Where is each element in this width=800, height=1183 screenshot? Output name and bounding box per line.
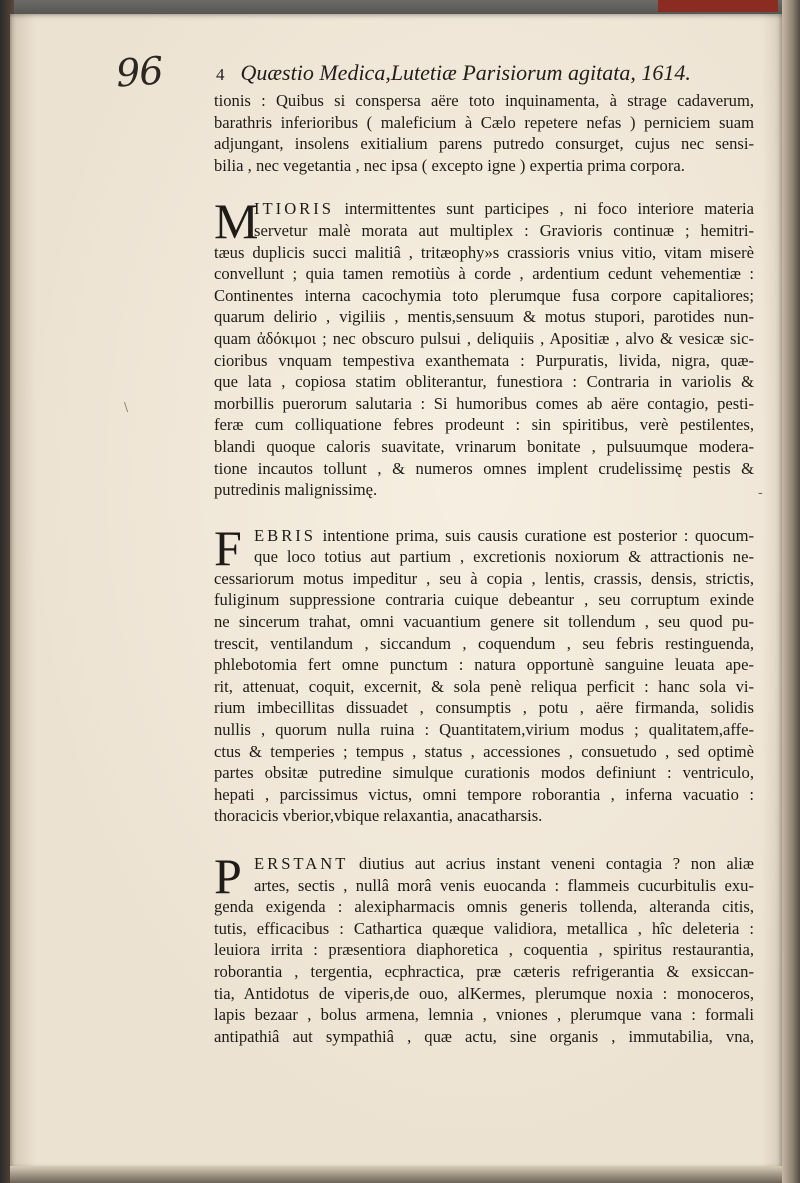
text-line: artes, sectis , nullâ morâ venis euocanda : flammeis cucurbitulis exu- (254, 875, 754, 895)
text-line: blandi quoque caloris suavitate, vrinarum bonitate , pulsuumque modera- (214, 436, 754, 456)
text-line: tutis, efficacibus : Cathartica quæque validiora, metallica , hîc deleteria : (214, 918, 754, 938)
text-line-rest: diutius aut acrius instant veneni contagia ? non aliæ (348, 854, 754, 873)
text-line: quarum delirio , vigiliis , mentis,sensuum & motus stupori, parotides nun- (214, 307, 754, 327)
running-head (216, 60, 756, 86)
text-line: feræ cum colliquatione febres prodeunt : sin spiritibus, verè pestilentes, (214, 415, 754, 435)
text-line: phlebotomia fert omne punctum : natura opportunè sanguine leuata ape- (214, 655, 754, 675)
drop-cap-initial: F (214, 519, 242, 576)
page-fore-edge (782, 0, 800, 1183)
text-line: nullis , quorum nulla ruina : Quantitatem,virium modus ; qualitatem,affe- (214, 720, 754, 740)
text-line: partes obsitæ putredine simulque curationis modos definiunt : ventriculo, (214, 763, 754, 783)
binding-strip (658, 0, 778, 12)
text-line-rest: intentione prima, suis causis curatione est posterior : quocum- (316, 525, 754, 545)
text-line: adjungant, insolens exitialium parens putredo consurget, cujus nec sensi- (214, 134, 754, 154)
handwritten-page-number: 96 (114, 48, 164, 96)
printed-folio: 4 (216, 65, 225, 84)
text-line: fuliginum suppressione contraria cuique debeantur , seu corruptum exinde (214, 590, 754, 610)
text-line: putredinis malignissimę. (214, 480, 378, 500)
text-line (214, 198, 754, 220)
lead-word: EBRIS (254, 525, 317, 545)
paragraph-febris (214, 519, 754, 827)
text-line: cessariorum motus impeditur , seu à copia , lentis, crassis, densis, strictis, (214, 568, 754, 588)
lead-word: ITIORIS (254, 199, 334, 219)
body-text (214, 90, 754, 1047)
paragraph-mitioris (214, 193, 754, 500)
text-line: Continentes interna cacochymia toto plerumque fusa corpore capitaliores; (214, 285, 754, 305)
text-line-rest: intermittentes sunt participes , ni foco interiore materia (334, 199, 754, 219)
text-line: morbillis puerorum salutaria : Si humoribus comes ab aëre contagio, pesti- (214, 393, 754, 413)
text-line: tionis : Quibus si conspersa aëre toto inquinamenta, à strage cadaverum, (214, 91, 754, 110)
running-head-title: Quæstio Medica,Lutetiæ Parisiorum agitata, 1614. (240, 60, 691, 85)
text-line: thoracicis vberior,vbique relaxantia, anacatharsis. (214, 806, 543, 826)
text-line: antipathiâ aut sympathiâ , quæ actu, sine organis , immutabilia, vna, (214, 1026, 754, 1046)
text-line: ne sincerum trahat, omni vacuantium genere sit tollendum , seu quod pu- (214, 612, 754, 632)
text-line: hepati , parcissimus victus, omni tempore roborantia , inferna vacuatio : (214, 784, 754, 804)
text-line: trescit, ventilandum , siccandum , coquendum , seu febris restinguenda, (214, 633, 754, 653)
text-line (214, 525, 754, 547)
lead-word: ERSTANT (254, 854, 349, 873)
text-line: cioribus vnquam tempestiva exanthemata : Purpuratis, livida, nigra, quæ- (214, 350, 754, 370)
text-line: tia, Antidotus de viperis,de ouo, alKermes, plerumque noxia : monoceros, (214, 983, 754, 1003)
text-line (214, 853, 754, 875)
text-line: tione incautos tollunt , & numeros omnes implent crudelissimę pestis & (214, 458, 754, 478)
text-line: roborantia , tergentia, ecphractica, præ cæteris refrigerantia & exsiccan- (214, 961, 754, 981)
margin-mark-right: - (758, 485, 763, 501)
text-line: bilia , nec vegetantia , nec ipsa ( excepto igne ) expertia prima corpora. (214, 155, 685, 175)
text-line: convellunt ; quia tamen remotiùs à corde , ardentium cedunt vehementiæ : (214, 264, 754, 284)
page-bottom-edge (10, 1166, 782, 1183)
text-line: que loco totius aut partium , excretionis noxiorum & attractionis ne- (254, 547, 754, 567)
text-line: ctus & temperies ; tempus , status , accessiones , consuetudo , sed optimè (214, 741, 754, 761)
text-line: tæus duplicis succi malitiâ , tritæophy»s crassioris vnius vitio, vitam miserè (214, 242, 754, 262)
text-line: leuiora irrita : præsentiora diaphoretica , coquentia , spiritus restaurantia, (214, 940, 754, 960)
drop-cap-initial: P (214, 848, 242, 904)
text-line: genda exigenda : alexipharmacis omnis generis tollenda, alteranda citis, (214, 897, 754, 917)
text-line: lapis bezaar , bolus armena, lemnia , vniones , plerumque vana : formali (214, 1005, 754, 1025)
text-line: quam ἀδόκιμοι ; nec obscuro pulsui , deliquiis , Apositiæ , alvo & vesicæ sic- (214, 328, 754, 348)
drop-cap-initial: M (214, 193, 259, 250)
text-line: que lata , copiosa statim obliterantur, funestiora : Contraria in variolis & (214, 372, 754, 392)
margin-mark-left: \ (124, 400, 129, 414)
text-line: servetur malè morata aut multiplex : Gravioris continuæ ; hemitri- (254, 220, 754, 240)
text-line: rit, attenuat, coquit, excernit, & sola penè reliqua perficit : hanc sola vi- (214, 676, 754, 696)
text-line: barathris inferioribus ( maleficium à Cælo repetere nefas ) perniciem suam (214, 112, 754, 132)
paragraph-continuation (214, 90, 754, 176)
text-line: rium imbecillitas dissuadet , consumptis , potu , aëre firmanda, solidis (214, 698, 754, 718)
paragraph-perstant (214, 848, 754, 1047)
